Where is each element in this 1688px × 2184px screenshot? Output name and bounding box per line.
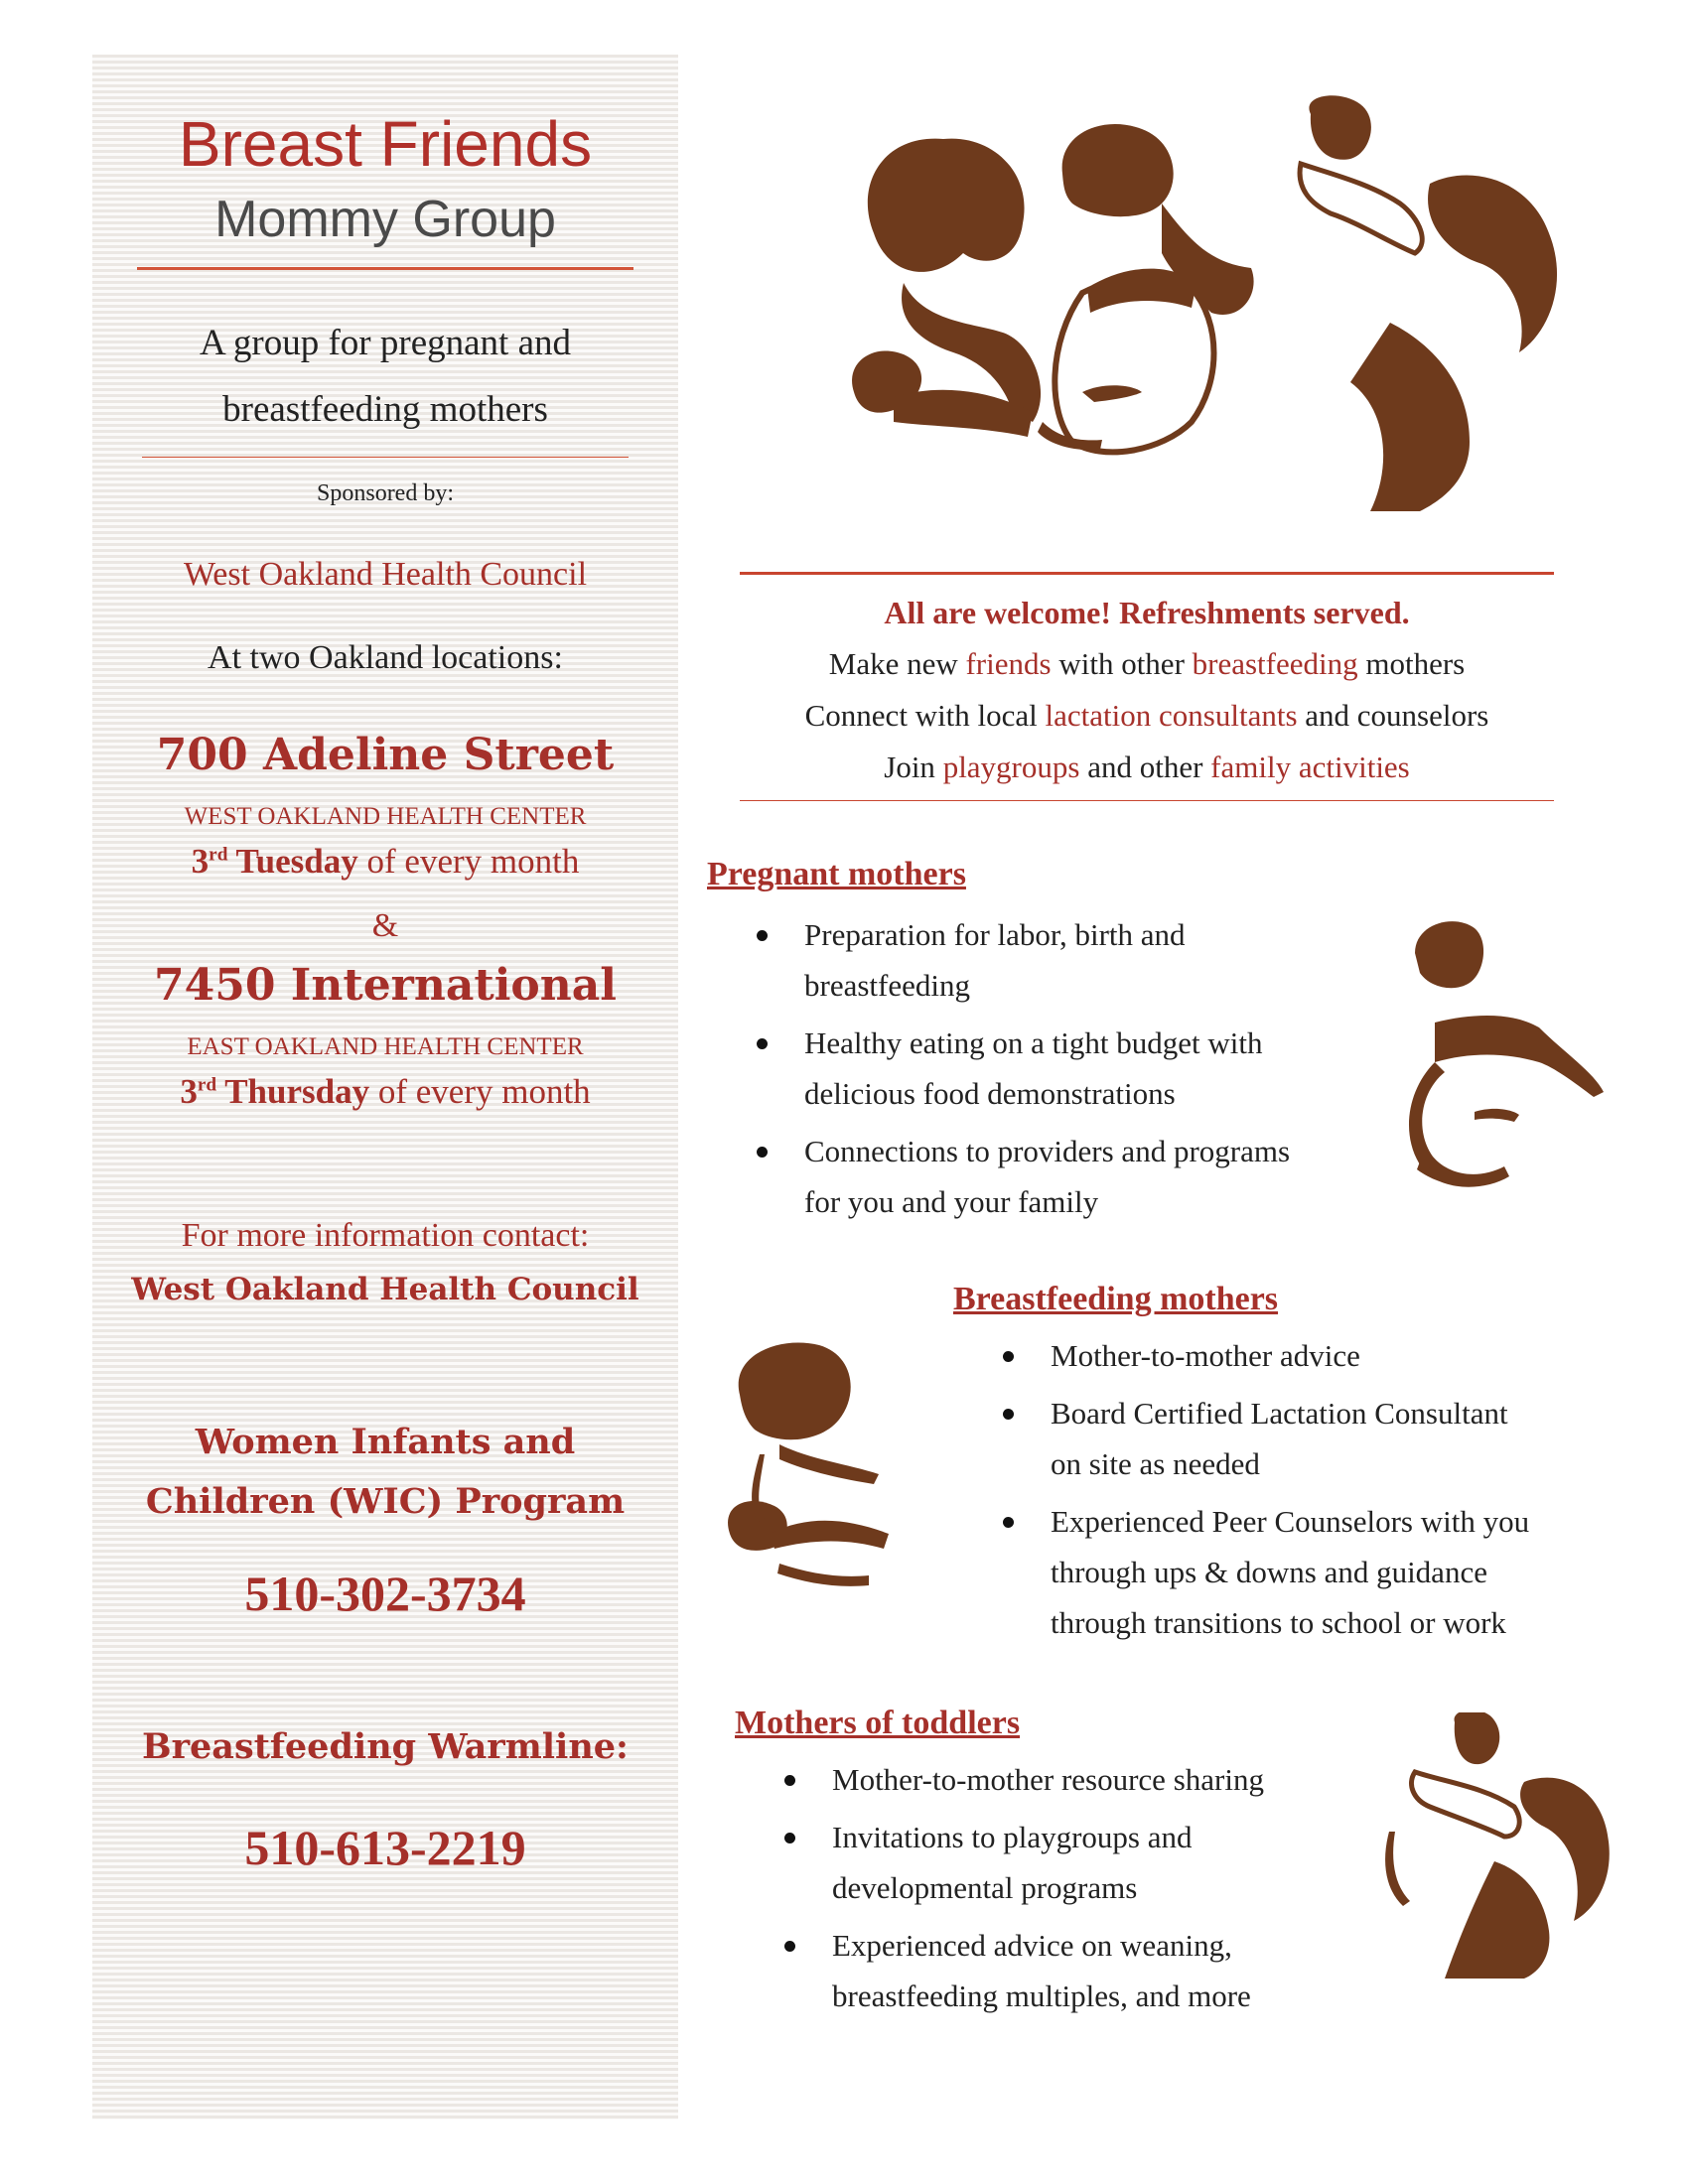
banner-highlight: family activities <box>1210 750 1410 784</box>
banner-line-2 <box>740 690 1554 742</box>
banner-text: and other <box>1079 750 1211 784</box>
banner-headline: All are welcome! Refreshments served. <box>884 595 1410 630</box>
item-line: Experienced Peer Counselors with you <box>1051 1504 1530 1539</box>
section-title-toddlers: Mothers of toddlers <box>735 1705 1021 1741</box>
wic-program <box>92 1413 678 1531</box>
list-item <box>1003 1388 1638 1489</box>
item-line: for you and your family <box>804 1184 1099 1219</box>
sponsor-name: West Oakland Health Council <box>183 556 588 593</box>
item-line: through ups & downs and guidance <box>1051 1555 1487 1589</box>
location2-schedule <box>92 1071 678 1113</box>
tagline-line-2: breastfeeding mothers <box>222 388 548 430</box>
banner-text: Connect with local <box>804 698 1046 733</box>
list-item <box>784 1920 1380 2021</box>
title-divider <box>137 267 633 270</box>
item-line: developmental programs <box>832 1870 1138 1905</box>
tagline <box>92 311 678 443</box>
list-item <box>757 1126 1372 1227</box>
list-item <box>784 1812 1380 1913</box>
banner-line-1 <box>740 638 1554 690</box>
welcome-banner <box>740 587 1554 793</box>
location1-schedule <box>92 841 678 883</box>
item-line: Experienced advice on weaning, <box>832 1928 1232 1963</box>
location2-day-rest: of every month <box>369 1072 591 1111</box>
list-item <box>784 1754 1380 1805</box>
item-line: breastfeeding multiples, and more <box>832 1979 1251 2013</box>
banner-text: Join <box>884 750 943 784</box>
flyer-subtitle: Mommy Group <box>214 191 556 248</box>
flyer-title: Breast Friends <box>178 108 593 180</box>
info-sidebar <box>92 55 678 2119</box>
banner-highlight: friends <box>965 646 1052 681</box>
location2-day-sup: rd <box>197 1074 217 1096</box>
breastfeeding-list <box>1003 1330 1638 1655</box>
item-line: Board Certified Lactation Consultant <box>1051 1396 1508 1431</box>
item-line: Mother-to-mother resource sharing <box>832 1762 1264 1797</box>
ampersand: & <box>371 907 399 944</box>
banner-text: and counselors <box>1297 698 1489 733</box>
location1-day-sup: rd <box>209 844 228 866</box>
location1-center: WEST OAKLAND HEALTH CENTER <box>184 803 587 830</box>
tagline-divider <box>142 457 629 458</box>
sponsored-label: Sponsored by: <box>317 480 454 506</box>
list-item <box>757 909 1372 1011</box>
item-line: Mother-to-mother advice <box>1051 1338 1360 1373</box>
item-line: through transitions to school or work <box>1051 1605 1506 1640</box>
contact-label: For more information contact: <box>181 1217 590 1254</box>
breastfeeding-mother-illustration-icon <box>720 1335 938 1613</box>
item-line: Healthy eating on a tight budget with <box>804 1025 1263 1060</box>
banner-bottom-rule <box>740 800 1554 801</box>
banner-text: with other <box>1051 646 1193 681</box>
contact-org: West Oakland Health Council <box>131 1272 639 1307</box>
locations-intro: At two Oakland locations: <box>208 639 563 676</box>
item-line: Invitations to playgroups and <box>832 1820 1193 1854</box>
item-line: Connections to providers and programs <box>804 1134 1291 1168</box>
warmline-phone: 510-613-2219 <box>244 1820 526 1875</box>
mothers-and-children-illustration-icon <box>834 94 1609 551</box>
banner-highlight: breastfeeding <box>1192 646 1358 681</box>
banner-text: mothers <box>1357 646 1466 681</box>
location1-day-name: Tuesday <box>227 842 358 881</box>
location1-address: 700 Adeline Street <box>156 730 615 780</box>
item-line: Preparation for labor, birth and <box>804 917 1186 952</box>
location2-day-num: 3 <box>180 1072 198 1111</box>
banner-text: Make new <box>828 646 966 681</box>
item-line: breastfeeding <box>804 968 970 1003</box>
list-item <box>1003 1496 1638 1648</box>
section-title-breastfeeding: Breastfeeding mothers <box>953 1281 1279 1317</box>
toddlers-list <box>784 1754 1380 2028</box>
banner-line-3 <box>740 742 1554 793</box>
location2-day-name: Thursday <box>216 1072 370 1111</box>
mother-with-toddler-illustration-icon <box>1375 1712 1614 1980</box>
tagline-line-1: A group for pregnant and <box>199 323 571 363</box>
location2-center: EAST OAKLAND HEALTH CENTER <box>187 1033 584 1060</box>
wic-phone: 510-302-3734 <box>244 1566 526 1621</box>
warmline-label: Breastfeeding Warmline: <box>142 1726 629 1767</box>
pregnant-mother-illustration-icon <box>1375 913 1614 1201</box>
list-item <box>757 1018 1372 1119</box>
item-line: delicious food demonstrations <box>804 1076 1176 1111</box>
banner-highlight: playgroups <box>942 750 1080 784</box>
section-title-pregnant: Pregnant mothers <box>707 856 966 892</box>
wic-line-2: Children (WIC) Program <box>145 1480 626 1522</box>
banner-highlight: lactation consultants <box>1045 698 1298 733</box>
pregnant-list <box>757 909 1372 1234</box>
location1-day-num: 3 <box>191 842 210 881</box>
location1-day-rest: of every month <box>357 842 580 881</box>
item-line: on site as needed <box>1051 1446 1260 1481</box>
location2-address: 7450 International <box>154 960 617 1011</box>
list-item <box>1003 1330 1638 1381</box>
banner-top-rule <box>740 572 1554 575</box>
wic-line-1: Women Infants and <box>195 1422 576 1462</box>
